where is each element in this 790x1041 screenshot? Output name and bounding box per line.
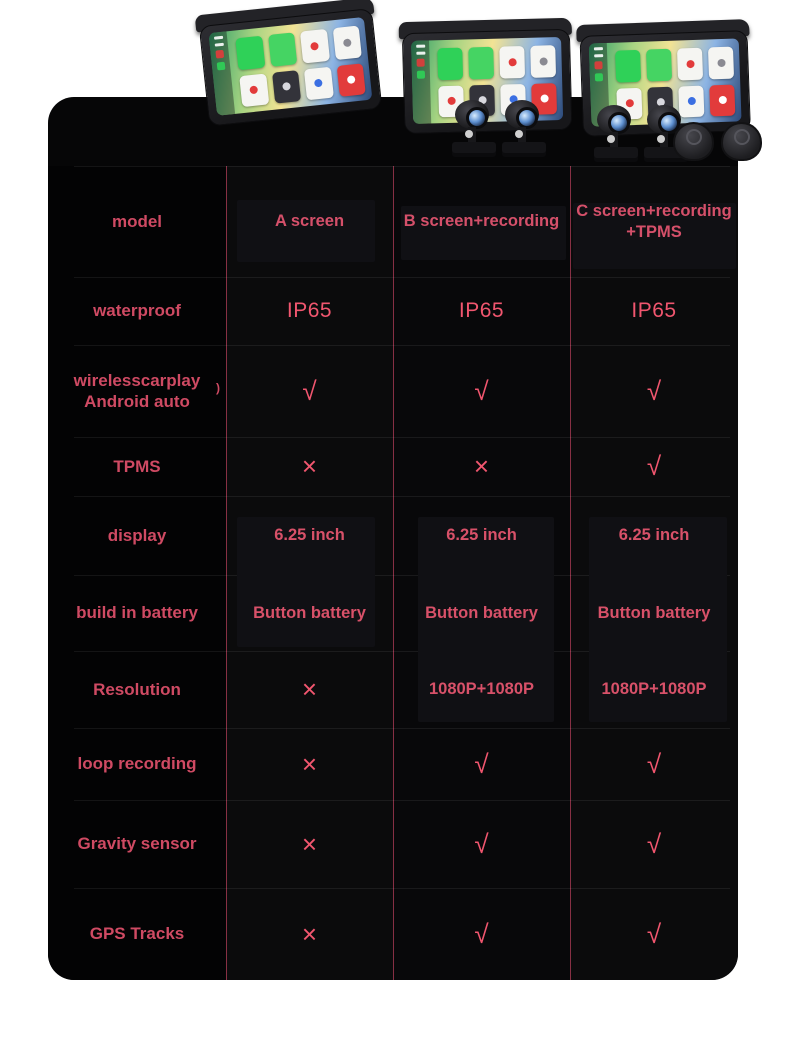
resolution-label-text: Resolution	[93, 679, 181, 699]
battery-label-text: build in battery	[76, 603, 198, 623]
waterproof-c-value	[570, 277, 738, 345]
resolution-b-text: 1080P+1080P	[428, 680, 535, 699]
tpms-sensors	[673, 122, 762, 161]
resolution-c-value	[570, 651, 738, 728]
model-row-label	[48, 166, 226, 277]
gps-tracks-b-check	[393, 888, 570, 980]
table-cells	[48, 166, 738, 980]
tpms-c-check	[570, 437, 738, 496]
car-app-icon	[708, 47, 734, 79]
model-label-text: model	[111, 211, 163, 231]
phone-app-icon	[615, 50, 641, 82]
product-b-image	[403, 20, 583, 170]
battery-c-value	[570, 575, 738, 651]
battery-a-text: Button battery	[253, 603, 366, 622]
carplay-row-label	[48, 345, 226, 437]
cross-mark-icon: ×	[301, 674, 318, 705]
battery-row-label	[48, 575, 226, 651]
device-body	[199, 8, 383, 127]
gravity-sensor-a-cross	[226, 800, 393, 888]
loop-recording-c-check	[570, 728, 738, 800]
display-a-value	[226, 496, 393, 575]
display-a-text: 6.25 inch	[274, 526, 345, 545]
recording-cameras	[451, 100, 547, 166]
display-b-value	[393, 496, 570, 575]
check-mark-icon: √	[474, 828, 489, 859]
model-c-line1: C screen+recording	[576, 201, 732, 220]
music-app-icon	[300, 29, 330, 63]
carplay-sidebar	[209, 31, 236, 115]
product-c-image	[581, 22, 761, 172]
gps-tracks-a-cross	[226, 888, 393, 980]
cross-mark-icon: ×	[301, 451, 318, 482]
carplay-app-grid	[235, 26, 366, 108]
front-camera-icon	[451, 100, 497, 166]
battery-b-value	[393, 575, 570, 651]
rear-camera-icon	[501, 100, 547, 166]
model-c-line2: +TPMS	[626, 222, 682, 241]
carplay-a-check	[226, 345, 393, 437]
cross-mark-icon: ×	[301, 828, 318, 859]
tpms-row-label	[48, 437, 226, 496]
loop-recording-label-text: loop recording	[77, 754, 197, 774]
car-app-icon	[530, 45, 556, 77]
carplay-label-mark: )	[216, 381, 220, 395]
netease-music-app-icon	[336, 63, 366, 97]
carplay-screen-device	[198, 0, 381, 127]
resolution-c-text: 1080P+1080P	[601, 680, 707, 699]
tpms-sensor-icon	[721, 122, 762, 161]
battery-b-text: Button battery	[425, 603, 538, 622]
tpms-label-text: TPMS	[113, 456, 161, 476]
cross-mark-icon: ×	[473, 451, 490, 482]
display-row-label	[48, 496, 226, 575]
carplay-label-stack	[74, 370, 201, 413]
messages-app-icon	[468, 47, 494, 79]
waterproof-label-text: waterproof	[93, 301, 181, 321]
loop-recording-b-check	[393, 728, 570, 800]
resolution-b-value	[393, 651, 570, 728]
carplay-label-line2: Android auto	[84, 392, 190, 411]
check-mark-icon: √	[646, 828, 662, 859]
cross-mark-icon: ×	[301, 918, 318, 949]
waterproof-a-text: IP65	[286, 298, 333, 322]
check-mark-icon: √	[646, 918, 662, 949]
display-c-text: 6.25 inch	[618, 526, 690, 545]
music-app-icon	[677, 48, 703, 80]
waterproof-row-label	[48, 277, 226, 345]
messages-app-icon	[268, 32, 298, 66]
fan-app-icon	[271, 70, 301, 104]
product-a-image	[203, 6, 393, 146]
music-app-icon	[499, 46, 525, 78]
car-app-icon	[332, 26, 362, 60]
loop-recording-row-label	[48, 728, 226, 800]
model-a-value	[226, 166, 393, 277]
display-label-text: display	[107, 525, 167, 545]
check-mark-icon: √	[474, 375, 489, 406]
model-c-stack	[576, 201, 731, 242]
gravity-sensor-label-text: Gravity sensor	[77, 834, 197, 854]
phone-app-icon	[235, 36, 265, 70]
check-mark-icon: √	[646, 451, 662, 482]
model-b-value	[393, 166, 570, 277]
netease-music-app-icon	[709, 84, 735, 116]
tpms-sensor-icon	[673, 122, 714, 161]
check-mark-icon: √	[474, 918, 489, 949]
check-mark-icon: √	[646, 748, 662, 779]
battery-a-value	[226, 575, 393, 651]
loop-recording-a-cross	[226, 728, 393, 800]
comparison-table	[48, 166, 738, 980]
maps-app-icon	[304, 66, 334, 100]
gravity-sensor-row-label	[48, 800, 226, 888]
gps-tracks-row-label	[48, 888, 226, 980]
gravity-sensor-c-check	[570, 800, 738, 888]
carplay-screen	[209, 17, 373, 116]
phone-app-icon	[437, 48, 463, 80]
tpms-b-cross	[393, 437, 570, 496]
cross-mark-icon: ×	[301, 748, 318, 779]
resolution-row-label	[48, 651, 226, 728]
model-b-text: B screen+recording	[403, 212, 560, 231]
waterproof-c-text: IP65	[631, 298, 677, 322]
carplay-sidebar	[411, 40, 431, 123]
carplay-c-check	[570, 345, 738, 437]
waterproof-a-value	[226, 277, 393, 345]
carplay-label-line1: wirelesscarplay	[73, 370, 201, 390]
gps-tracks-c-check	[570, 888, 738, 980]
waterproof-b-text: IP65	[458, 298, 505, 322]
display-c-value	[570, 496, 738, 575]
battery-c-text: Button battery	[597, 603, 711, 622]
display-b-text: 6.25 inch	[446, 526, 517, 545]
messages-app-icon	[646, 49, 672, 81]
gravity-sensor-b-check	[393, 800, 570, 888]
calendar-app-icon	[239, 73, 269, 107]
check-mark-icon: √	[474, 748, 489, 779]
model-c-value	[570, 166, 738, 277]
front-camera-icon	[593, 105, 639, 171]
waterproof-b-value	[393, 277, 570, 345]
resolution-a-cross	[226, 651, 393, 728]
check-mark-icon: √	[302, 375, 317, 406]
check-mark-icon: √	[646, 375, 662, 406]
model-a-text: A screen	[274, 212, 345, 231]
gps-tracks-label-text: GPS Tracks	[89, 924, 185, 944]
carplay-b-check	[393, 345, 570, 437]
tpms-a-cross	[226, 437, 393, 496]
